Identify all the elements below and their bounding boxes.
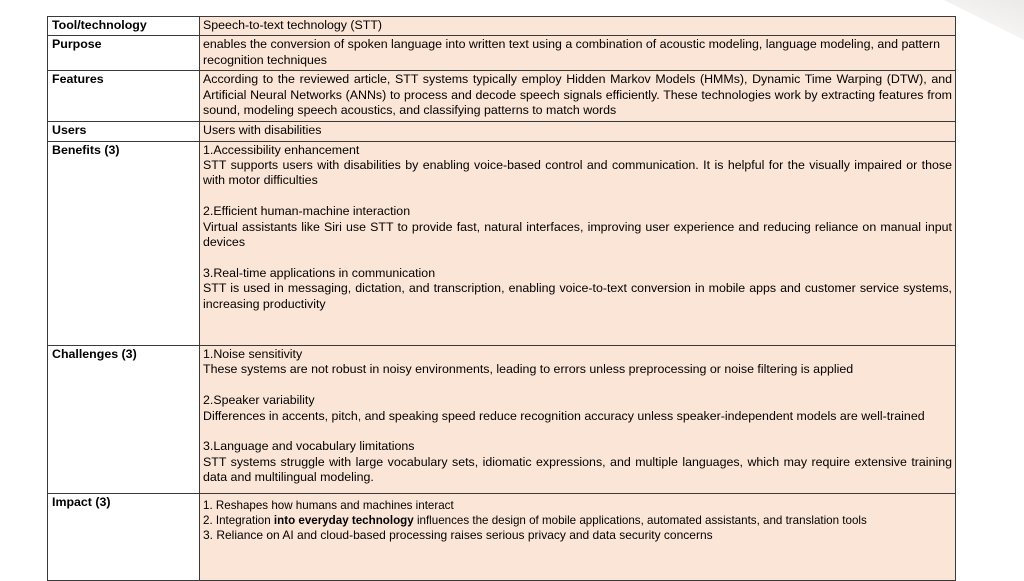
challenge-text: These systems are not robust in noisy environments, leading to errors unless preprocessing or noise filtering is applied: [203, 362, 854, 377]
row-value: [200, 141, 956, 345]
slide-corner-decoration: [944, 0, 1024, 40]
table-row-purpose: [48, 36, 956, 71]
challenge-title: 1.Noise sensitivity: [203, 347, 303, 362]
row-label: Purpose: [48, 36, 200, 71]
table-row-users: [48, 122, 956, 141]
benefit-text: STT is used in messaging, dictation, and transcription, enabling voice-to-text conversion in mobile apps and customer service systems, increasing productivity: [203, 281, 952, 311]
table-row-tool: [48, 17, 956, 36]
row-label: Features: [48, 71, 200, 122]
challenge-text: Differences in accents, pitch, and speaking speed reduce recognition accuracy unless speaker-independent models are well-trained: [203, 408, 925, 423]
table-row-benefits: [48, 141, 956, 345]
challenge-title: 3.Language and vocabulary limitations: [203, 439, 415, 454]
row-label: Tool/technology: [48, 17, 200, 36]
row-value: According to the reviewed article, STT systems typically employ Hidden Markov Models (HMMs), Dynamic Time Warping (DTW), and Artificial Neural Networks (ANNs) to process and decode speech signals efficiently. These technologies work by extracting features from sound, modeling speech acoustics, and classifying patterns to match words: [200, 71, 956, 122]
row-value: [200, 346, 956, 494]
table-row-challenges: [48, 346, 956, 494]
row-label: Challenges (3): [48, 346, 200, 494]
challenge-text: STT systems struggle with large vocabulary sets, idiomatic expressions, and multiple languages, which may require extensive training data and multilingual modeling.: [203, 454, 952, 485]
benefit-title: 2.Efficient human-machine interaction: [203, 204, 411, 219]
benefit-text: STT supports users with disabilities by enabling voice-based control and communication. It is helpful for the visually impaired or those with motor difficulties: [203, 158, 952, 188]
row-label: Impact (3): [48, 493, 200, 580]
row-value: enables the conversion of spoken language into written text using a combination of acoustic modeling, language modeling, and pattern recognition techniques: [200, 36, 956, 71]
impact-item-3: 3. Reliance on AI and cloud-based processing raises serious privacy and data security concerns: [203, 527, 713, 542]
table-row-features: [48, 71, 956, 122]
benefit-text: Virtual assistants like Siri use STT to provide fast, natural interfaces, improving user experience and reducing reliance on manual input devices: [203, 219, 952, 250]
impact-item-1: 1. Reshapes how humans and machines interact: [203, 498, 454, 512]
row-value: Speech-to-text technology (STT): [200, 17, 956, 36]
table-row-impact: [48, 493, 956, 580]
row-value: [200, 493, 956, 580]
challenge-title: 2.Speaker variability: [203, 393, 315, 408]
row-label: Users: [48, 122, 200, 141]
impact-item-2-emphasis: into everyday technology: [273, 513, 414, 527]
row-label: Benefits (3): [48, 141, 200, 345]
row-value: Users with disabilities: [200, 122, 956, 141]
benefit-title: 1.Accessibility enhancement: [203, 142, 360, 157]
impact-item-2: 2. Integration into everyday technology influences the design of mobile applications, automated assistants, and translation tools: [203, 513, 867, 527]
benefit-title: 3.Real-time applications in communication: [203, 265, 436, 280]
stt-summary-table: [47, 16, 956, 581]
